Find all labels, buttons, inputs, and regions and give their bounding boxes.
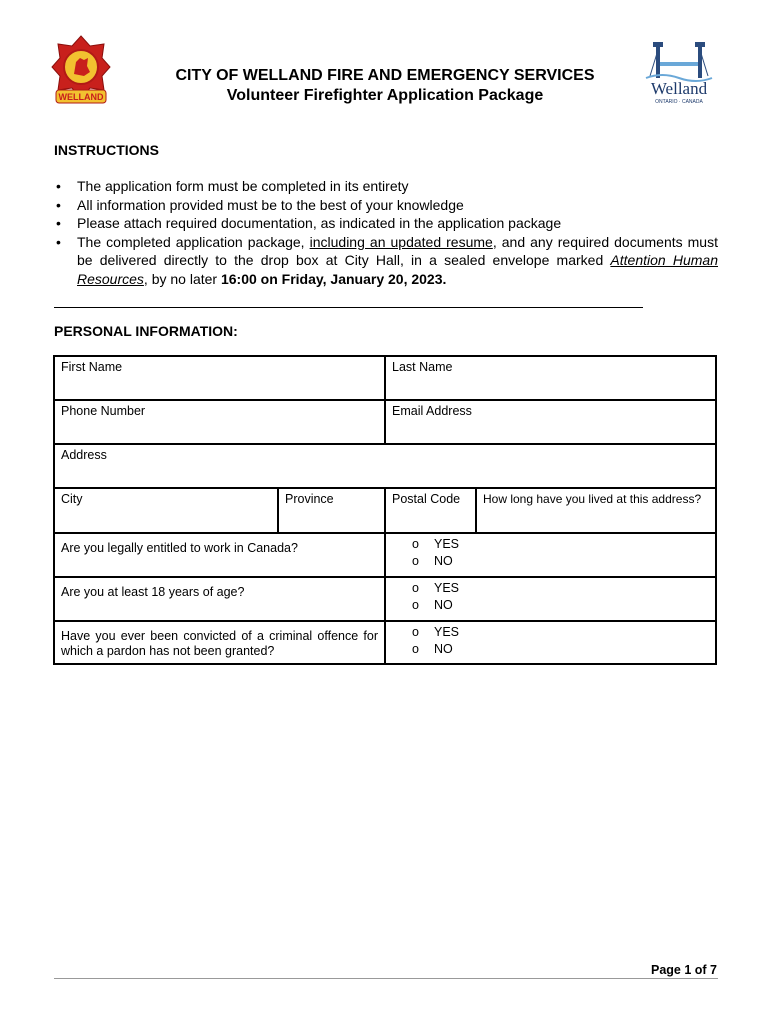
- email-address-field[interactable]: Email Address: [392, 404, 472, 418]
- radio-circle-icon: o: [412, 554, 419, 568]
- phone-number-field[interactable]: Phone Number: [61, 404, 146, 418]
- first-name-field[interactable]: First Name: [61, 360, 123, 374]
- question-work-eligibility: Are you legally entitled to work in Canada?: [61, 541, 298, 555]
- radio-circle-icon: o: [412, 625, 419, 639]
- option-yes[interactable]: o YES: [412, 625, 460, 639]
- city-field[interactable]: City: [61, 492, 83, 506]
- question-criminal-record: Have you ever been convicted of a criminal offence for which a pardon has not been granted?: [61, 629, 378, 658]
- page-number: Page 1 of 7: [651, 963, 717, 977]
- province-field[interactable]: Province: [285, 492, 334, 506]
- personal-information-heading: PERSONAL INFORMATION:: [54, 323, 238, 339]
- option-yes[interactable]: o YES: [412, 537, 460, 551]
- option-yes[interactable]: o YES: [412, 581, 460, 595]
- svg-text:ONTARIO · CANADA: ONTARIO · CANADA: [655, 99, 703, 105]
- instructions-list: [54, 177, 718, 288]
- personal-information-form: [53, 355, 717, 665]
- radio-circle-icon: o: [412, 642, 419, 656]
- document-subtitle: Volunteer Firefighter Application Package: [226, 87, 544, 104]
- question-age: Are you at least 18 years of age?: [61, 585, 245, 599]
- last-name-field[interactable]: Last Name: [392, 360, 453, 374]
- svg-text:Welland: Welland: [650, 79, 708, 98]
- radio-circle-icon: o: [412, 598, 419, 612]
- list-item: • The completed application package, including an updated resume, and any required documents must be delivered directly to the drop box at City Hall, in a sealed envelope marked Attention Human Resources, by no later 16:00 on Friday, January 20, 2023.: [56, 233, 718, 287]
- criminal-record-options: [412, 624, 459, 658]
- section-divider: [54, 307, 643, 308]
- list-item: • All information provided must be to the best of your knowledge: [56, 196, 464, 213]
- years-at-address-field[interactable]: How long have you lived at this address?: [483, 492, 702, 506]
- work-eligibility-options: [412, 536, 459, 570]
- address-field[interactable]: Address: [61, 448, 107, 462]
- age-options: [412, 580, 459, 614]
- document-header: [110, 66, 660, 106]
- option-no[interactable]: o NO: [412, 598, 453, 612]
- postal-code-field[interactable]: Postal Code: [392, 492, 461, 506]
- svg-text:WELLAND: WELLAND: [58, 92, 104, 102]
- document-title: CITY OF WELLAND FIRE AND EMERGENCY SERVICES: [175, 67, 595, 84]
- instructions-heading: INSTRUCTIONS: [54, 142, 159, 158]
- option-no[interactable]: o NO: [412, 554, 453, 568]
- fire-department-logo: [50, 34, 112, 106]
- list-item: • The application form must be completed in its entirety: [56, 178, 409, 194]
- radio-circle-icon: o: [412, 537, 419, 551]
- option-no[interactable]: o NO: [412, 642, 453, 656]
- list-item: • Please attach required documentation, as indicated in the application package: [56, 215, 562, 231]
- radio-circle-icon: o: [412, 581, 419, 595]
- footer-divider: [54, 978, 718, 979]
